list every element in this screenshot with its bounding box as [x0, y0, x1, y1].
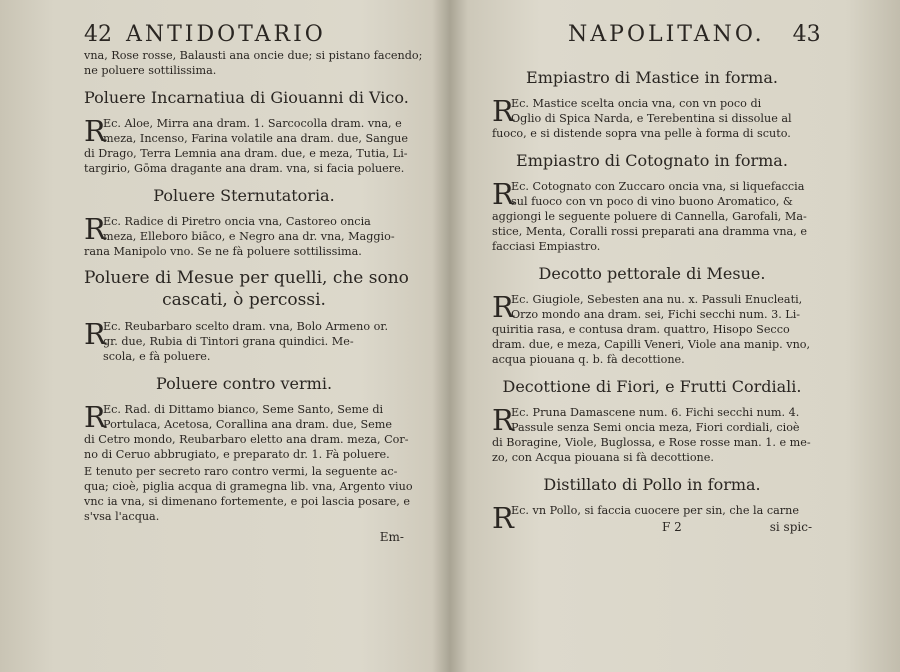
text-line: di Drago, Terra Lemnia ana dram. due, e meza, Tutia, Li-: [84, 147, 408, 160]
text-line: Ec. Cotognato con Zuccaro oncia vna, si liquefaccia: [511, 180, 805, 193]
text-line: Orzo mondo ana dram. sei, Fichi secchi num. 3. Li-: [511, 308, 801, 321]
text-line: s'vsa l'acqua.: [84, 510, 160, 523]
recipe-title: Poluere Sternutatoria.: [153, 186, 335, 205]
recipe-body: [492, 292, 812, 367]
text-line: acqua piouana q. b. fà decottione.: [492, 353, 685, 366]
text-line: Ec. Radice di Piretro oncia vna, Castoreo oncia: [103, 215, 371, 228]
right-page-text: [492, 58, 812, 535]
text-line: fuoco, e si distende sopra vna pelle à forma di scuto.: [492, 127, 791, 140]
running-head-title: ANTIDOTARIO: [126, 22, 326, 47]
recipe-title: Decottione di Fiori, e Frutti Cordiali.: [502, 377, 802, 396]
drop-cap: R: [492, 290, 514, 324]
right-page: [450, 0, 900, 672]
text-line: Ec. Pruna Damascene num. 6. Fichi secchi num. 4.: [511, 406, 800, 419]
text-line: scola, e fà poluere.: [103, 350, 211, 363]
text-line: no di Ceruo abbrugiato, e preparato dr. 1. Fà poluere.: [84, 448, 390, 461]
text-line: di Boragine, Viole, Buglossa, e Rose rosse man. 1. e me-: [492, 436, 811, 449]
text-line: di Cetro mondo, Reubarbaro eletto ana dram. meza, Cor-: [84, 433, 409, 446]
text-line: quiritia rasa, e contusa dram. quattro, Hisopo Secco: [492, 323, 790, 336]
page-number: 43: [792, 22, 821, 47]
page-number: 42: [84, 22, 112, 47]
recipe-title: Empiastro di Mastice in forma.: [526, 68, 778, 87]
catchword: Em-: [379, 530, 404, 544]
recipe-title: Poluere contro vermi.: [155, 374, 333, 393]
recipe-body: [492, 179, 812, 254]
recipe-body: [492, 96, 812, 141]
recipe-title: Decotto pettorale di Mesue.: [538, 264, 766, 283]
recipe-title: Empiastro di Cotognato in forma.: [516, 151, 788, 170]
recipe-body: [84, 114, 409, 176]
text-line: vnc ia vna, si dimenano fortemente, e poi lascia posare, e: [84, 495, 410, 508]
drop-cap: R: [84, 212, 106, 246]
drop-cap: R: [492, 501, 514, 535]
running-head: [568, 22, 821, 47]
text-line: targirio, Gōma dragante ana dram. vna, si facia poluere.: [84, 162, 405, 175]
text-line: Ec. vn Pollo, si faccia cuocere per sin, che la carne: [511, 504, 799, 517]
catchword: si spic-: [769, 520, 812, 534]
text-line: Ec. Aloe, Mirra ana dram. 1. Sarcocolla dram. vna, e: [103, 117, 402, 130]
drop-cap: R: [84, 317, 106, 351]
signature-line: [492, 520, 812, 535]
text-line: aggiongi le seguente poluere di Cannella, Garofali, Ma-: [492, 210, 807, 223]
text-line: ne poluere sottilissima.: [84, 64, 217, 77]
text-line: Ec. Mastice scelta oncia vna, con vn poco di: [511, 97, 762, 110]
recipe-title-line: cascati, ò percossi.: [162, 290, 326, 310]
text-line: Portulaca, Acetosa, Corallina ana dram. due, Seme: [103, 418, 392, 431]
text-line: stice, Menta, Coralli rossi preparati ana dramma vna, e: [492, 225, 807, 238]
recipe-title-line: Poluere di Mesue per quelli, che sono: [84, 268, 409, 288]
recipe-title: Poluere Incarnatiua di Giouanni di Vico.: [84, 88, 409, 107]
recipe-body: [492, 405, 812, 465]
drop-cap: R: [84, 114, 106, 148]
text-line: gr. due, Rubia di Tintori grana quindici. Me-: [103, 335, 354, 348]
signature-mark: F 2: [662, 520, 682, 534]
text-line: vna, Rose rosse, Balausti ana oncie due; si pistano facendo;: [84, 49, 423, 62]
text-line: qua; cioè, piglia acqua di gramegna lib. vna, Argento viuo: [84, 480, 413, 493]
recipe-body: [84, 214, 404, 259]
text-line: zo, con Acqua piouana si fà decottione.: [492, 451, 714, 464]
text-line: dram. due, e meza, Capilli Veneri, Viole ana manip. vno,: [492, 338, 811, 351]
drop-cap: R: [492, 94, 514, 128]
recipe-body: [84, 319, 404, 364]
recipe-title: Distillato di Pollo in forma.: [543, 475, 761, 494]
text-line: Ec. Reubarbaro scelto dram. vna, Bolo Armeno or.: [103, 320, 389, 333]
text-line: Ec. Rad. di Dittamo bianco, Seme Santo, Seme di: [103, 403, 384, 416]
text-line: sul fuoco con vn poco di vino buono Aromatico, &: [511, 195, 793, 208]
text-line: E tenuto per secreto raro contro vermi, la seguente ac-: [84, 465, 398, 478]
text-line: Passule senza Semi oncia meza, Fiori cordiali, cioè: [511, 421, 800, 434]
recipe-body: [84, 400, 409, 462]
recipe-title: [84, 267, 409, 311]
text-line: meza, Incenso, Farina volatile ana dram. due, Sangue: [103, 132, 409, 145]
drop-cap: R: [492, 177, 514, 211]
drop-cap: R: [84, 400, 106, 434]
text-line: meza, Elleboro biāco, e Negro ana dr. vna, Maggio-: [103, 230, 395, 243]
running-head: [84, 22, 326, 47]
running-head-title: NAPOLITANO.: [568, 22, 765, 47]
left-page-text: [84, 48, 423, 544]
text-line: facciasi Empiastro.: [492, 240, 601, 253]
text-line: Oglio di Spica Narda, e Terebentina si dissolue al: [511, 112, 792, 125]
drop-cap: R: [492, 403, 514, 437]
text-line: Ec. Giugiole, Sebesten ana nu. x. Passuli Enucleati,: [511, 293, 803, 306]
text-line: rana Manipolo vno. Se ne fà poluere sottilissima.: [84, 245, 362, 258]
